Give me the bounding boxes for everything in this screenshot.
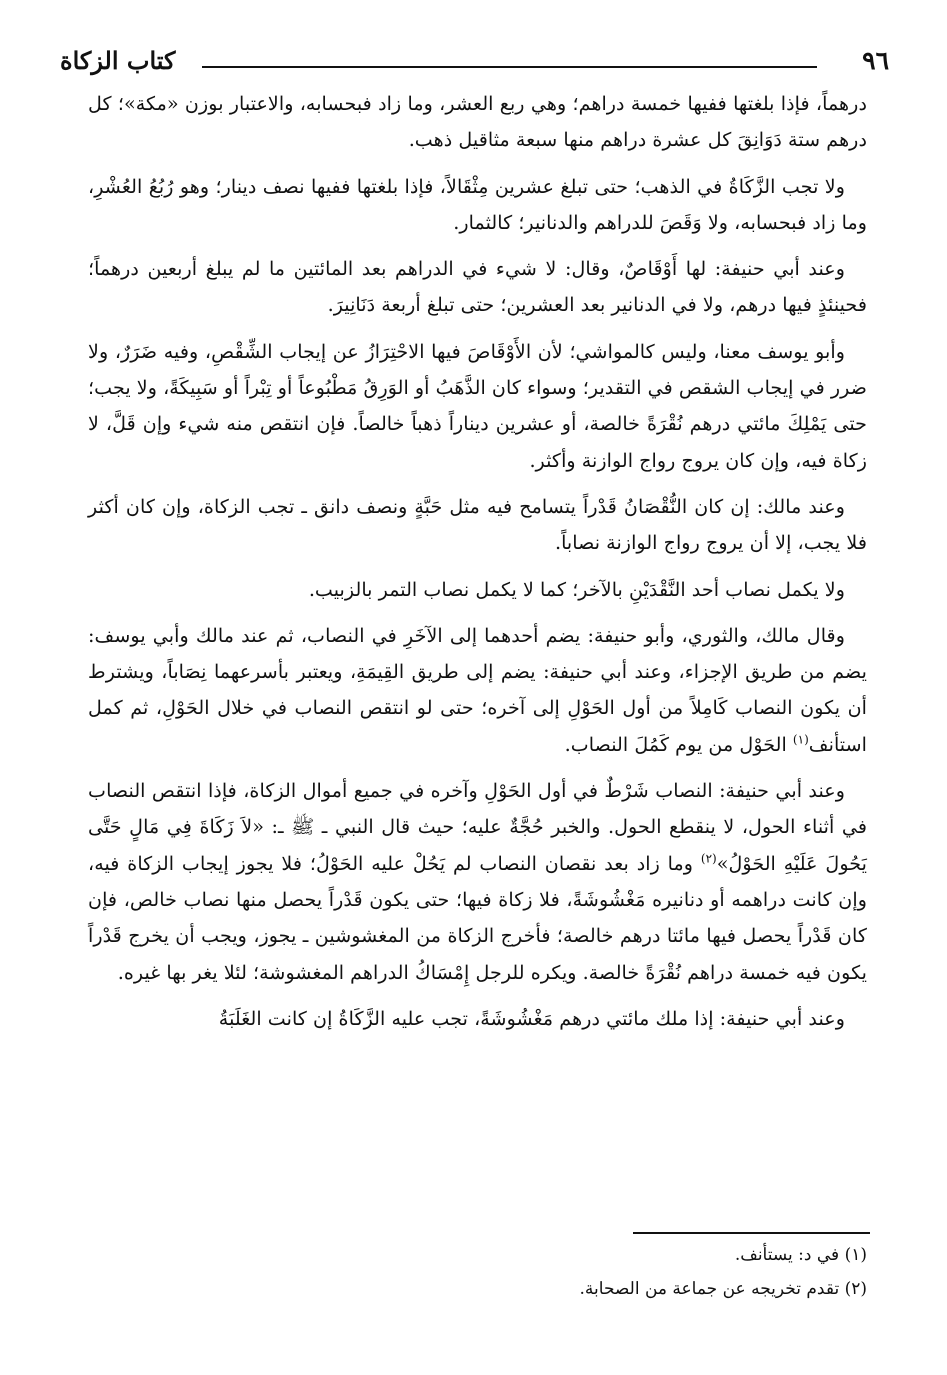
book-title: كتاب الزكاة xyxy=(60,46,176,75)
footnote-2: (٢) تقدم تخريجه عن جماعة من الصحابة. xyxy=(579,1279,867,1299)
footnote-ref-1[interactable]: (١) xyxy=(792,732,809,747)
paragraph-text-continued: وما زاد بعد نقصان النصاب لم يَحُلْ عليه الحَوْلُ؛ فلا يجوز إيجاب الزكاة فيه، وإن كانت دراهمه أو دنانيره مَغْشُوشَةً، فلا زكاة فيها؛ حتى يكون قَدْراً يحصل منها نصاب خالص، فإن كان قَدْراً يحصل فيها مائتا درهم خالصة؛ فأخرج الزكاة من المغشوشين ـ يجوز، ويجب أن يخرج قَدْراً يكون فيه خمسة دراهم نُقْرَةً خالصة. ويكره للرجل إِمْسَاكُ الدراهم المغشوشة؛ لئلا يغر بها غيره. xyxy=(88,851,867,984)
paragraph-text: وقال مالك، والثوري، وأبو حنيفة: يضم أحدهما إلى الآخَرِ في النصاب، ثم عند مالك وأبي يوسف: يضم من طريق الإجزاء، وعند أبي حنيفة: يضم إلى طريق القِيمَةِ، ويعتبر بأسرعهما نِصَاباً، ويشترط أن يكون النصاب كَامِلاً من أول الحَوْلِ إلى آخره؛ حتى لو انتقص النصاب في خلال الحَوْلِ، ثم كمل استأنف xyxy=(88,623,867,756)
header-rule xyxy=(202,66,817,68)
paragraph-text-continued: الحَوْل من يوم كَمُلَ النصاب. xyxy=(564,732,793,756)
paragraph xyxy=(88,618,867,763)
footnotes xyxy=(88,1238,867,1306)
page-number: ٩٦ xyxy=(862,46,889,75)
paragraph: وعند مالك: إن كان النُّقْصَانُ قَدْراً يتسامح فيه مثل حَبَّةٍ ونصف دانق ـ تجب الزكاة، وإن كان أكثر فلا يجب، إلا أن يروج رواج الوازنة نصاباً. xyxy=(88,494,867,555)
page-header xyxy=(60,44,889,84)
paragraph: وعند أبي حنيفة: إذا ملك مائتي درهم مَغْشُوشَةً، تجب عليه الزَّكَاةُ إن كانت الغَلَبَةُ xyxy=(218,1006,845,1030)
paragraph: وعند أبي حنيفة: لها أَوْقَاصٌ، وقال: لا شيء في الدراهم بعد المائتين ما لم يبلغ أربعين درهماً؛ فحينئذٍ فيها درهم، ولا في الدنانير بعد العشرين؛ حتى تبلغ أربعة دَنَانِيرَ. xyxy=(88,257,867,317)
footnote-divider xyxy=(633,1232,870,1234)
footnote-1: (١) في د: يستأنف. xyxy=(734,1245,867,1265)
paragraph: درهماً، فإذا بلغتها ففيها خمسة دراهم؛ وهي ربع العشر، وما زاد فبحسابه، والاعتبار بوزن «مكة»؛ كل درهم ستة دَوَانِقَ كل عشرة دراهم منها سبعة مثاقيل ذهب. xyxy=(88,92,867,152)
paragraph xyxy=(88,773,867,991)
paragraph-text: وعند أبي حنيفة: النصاب شَرْطٌ في أول الحَوْلِ وآخره في جميع أموال الزكاة، فإذا انتقص النصاب في أثناء الحول، لا ينقطع الحول. والخبر حُجَّةٌ عليه؛ حيث قال النبي ـ ﷺ ـ: «لاَ زَكَاةَ فِي مَالٍ حَتَّى يَحُولَ عَلَيْهِ الحَوْلُ» xyxy=(88,779,867,875)
paragraph: ولا تجب الزَّكَاةُ في الذهب؛ حتى تبلغ عشرين مِثْقَالاً، فإذا بلغتها ففيها نصف دينار؛ وهو رُبُعُ العُشْرِ، وما زاد فبحسابه، ولا وَقَصَ للدراهم والدنانير؛ كالثمار. xyxy=(88,174,867,234)
body-text xyxy=(88,86,867,1047)
paragraph: وأبو يوسف معنا، وليس كالمواشي؛ لأن الأَوْقَاصَ فيها الاحْتِرَازُ عن إيجاب الشِّقْصِ، وفيه ضَرَرٌ، ولا ضرر في إيجاب الشقص في التقدير؛ وسواء كان الذَّهَبُ أو الوَرِقُ مَطْبُوعاً أو تِبْراً أو سَبِيكَةً، ولا يجب؛ حتى يَمْلِكَ مائتي درهم نُقْرَةً خالصة، أو عشرين ديناراً ذهباً خالصاً. فإن انتقص منه شيء وإن قَلَّ، لا زكاة فيه، وإن كان يروج رواج الوازنة وأكثر. xyxy=(88,339,867,472)
paragraph: ولا يكمل نصاب أحد النَّقْدَيْنِ بالآخر؛ كما لا يكمل نصاب التمر بالزبيب. xyxy=(308,577,845,601)
footnote-ref-2[interactable]: (٢) xyxy=(700,851,717,866)
